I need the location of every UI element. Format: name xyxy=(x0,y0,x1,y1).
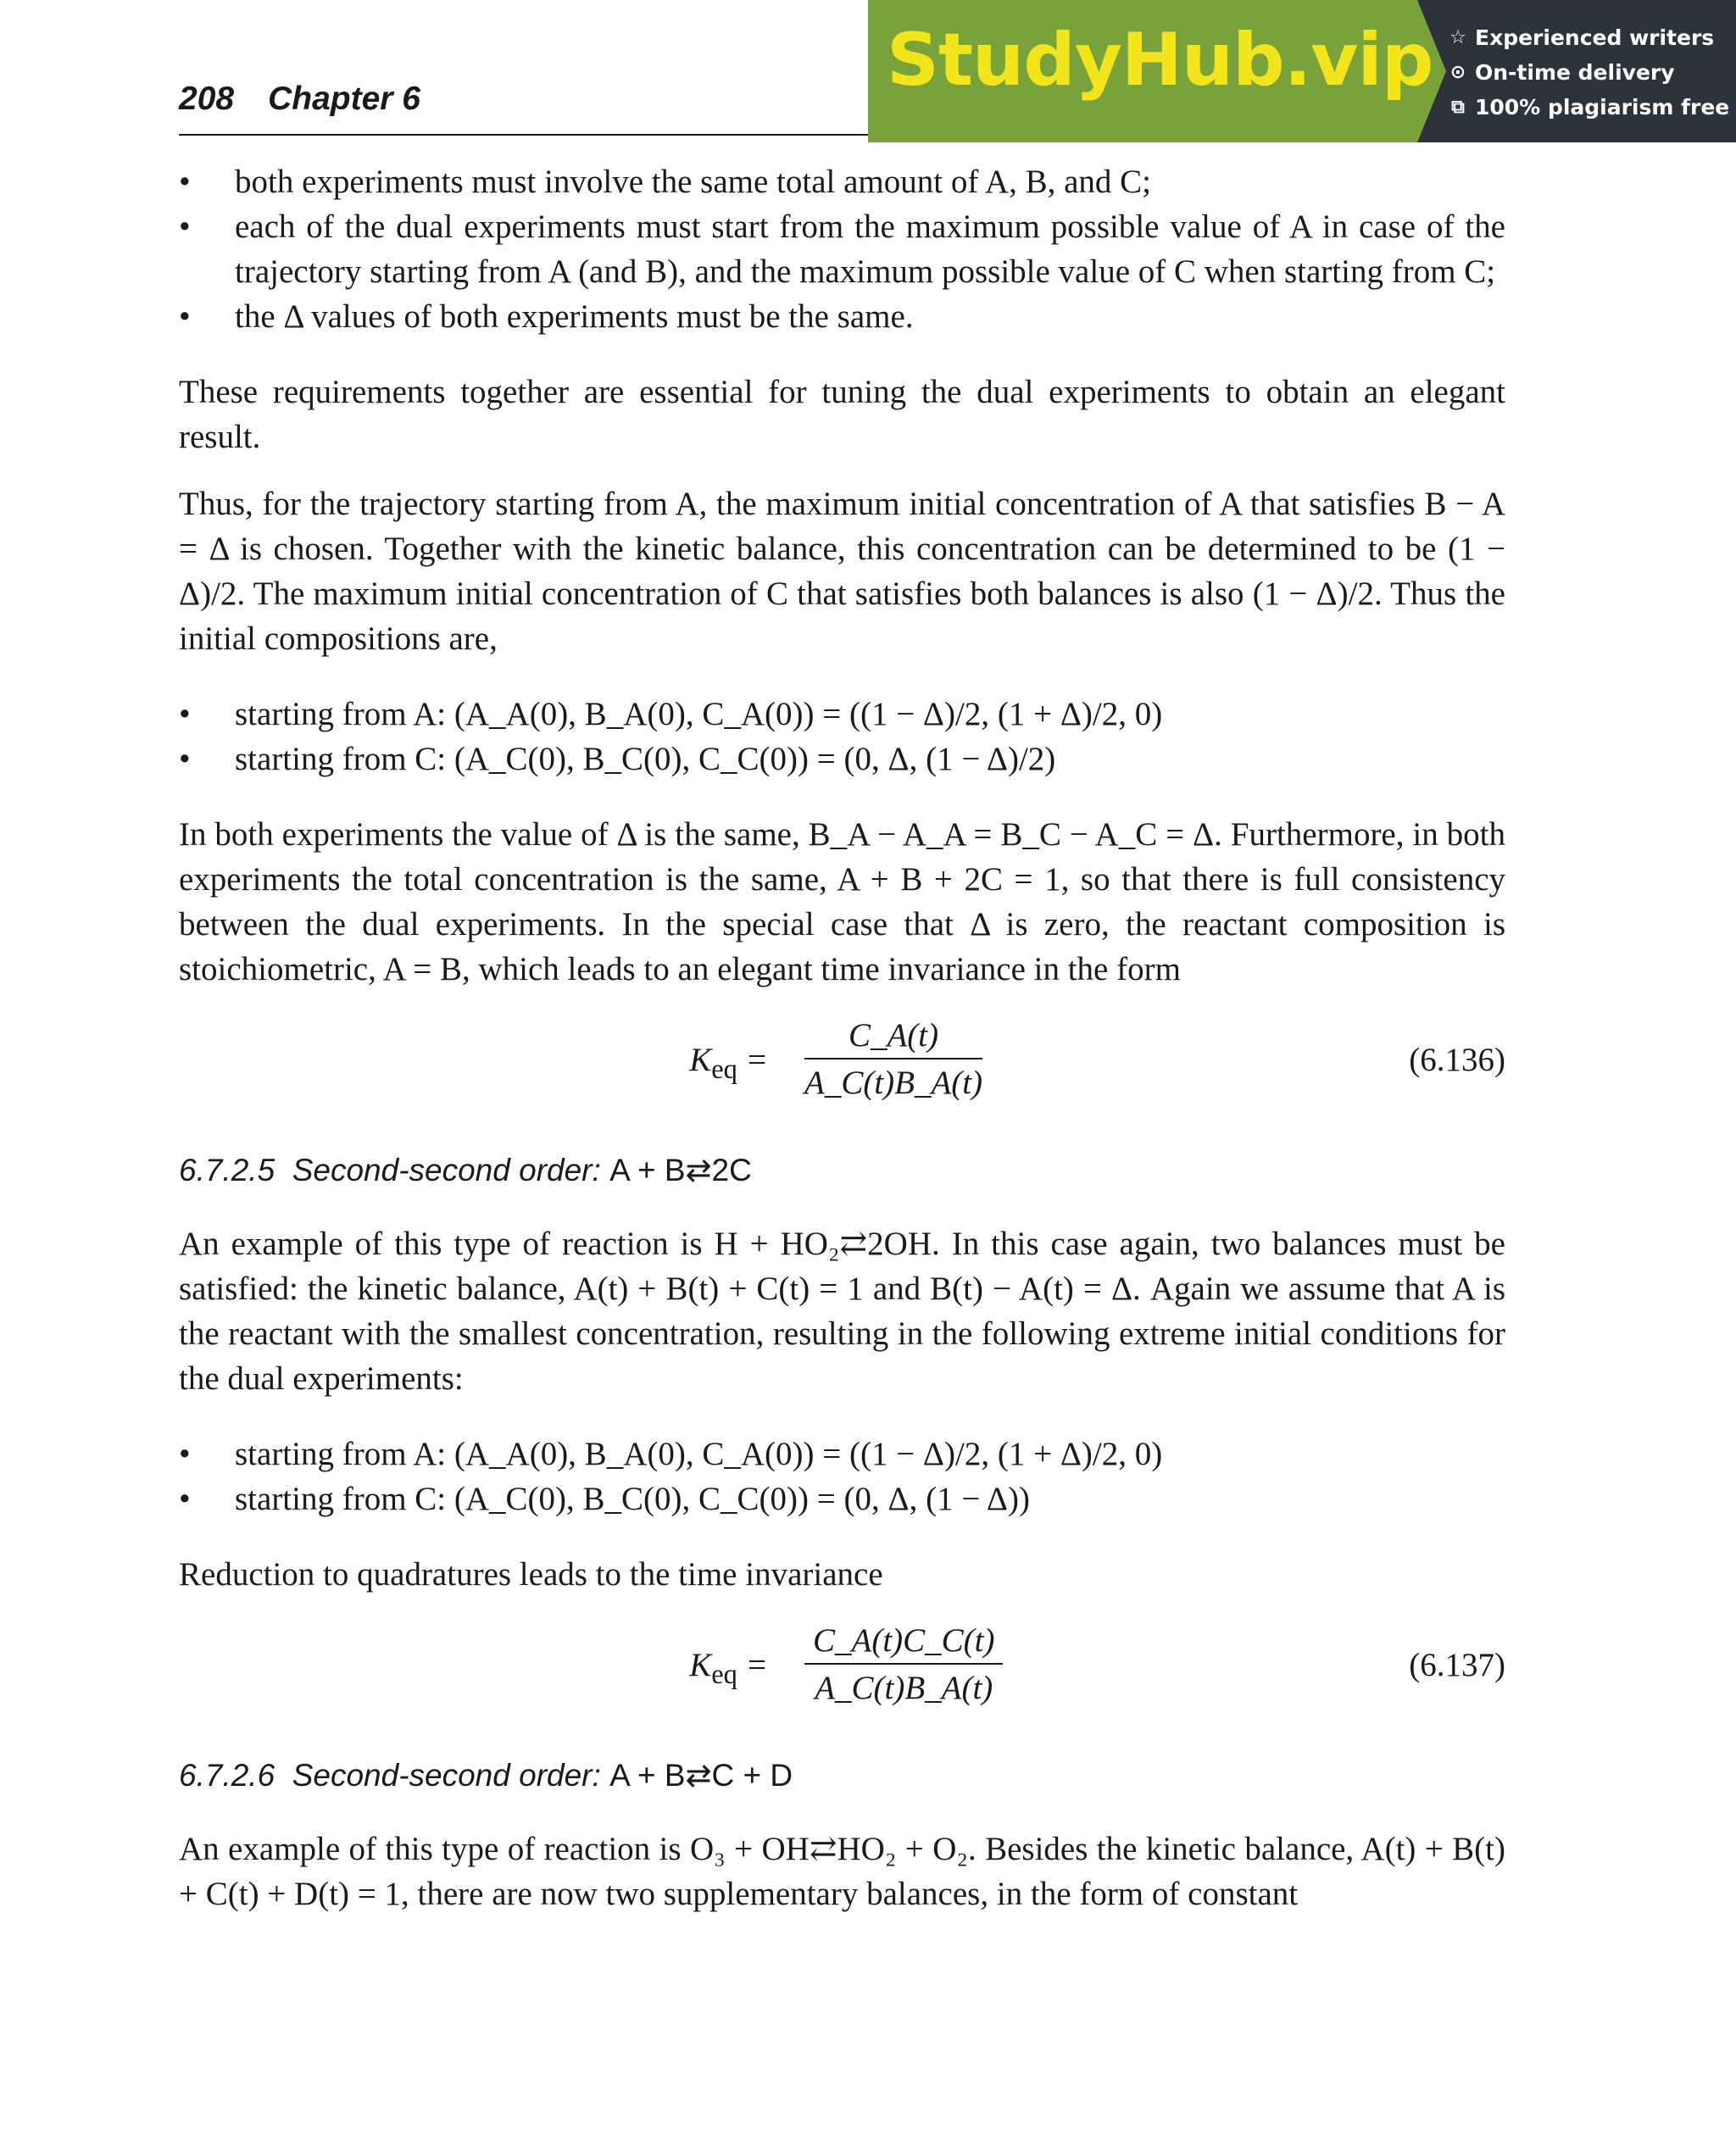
banner-feature-text: Experienced writers xyxy=(1475,25,1715,50)
banner-feature-text: On-time delivery xyxy=(1475,60,1675,85)
star-icon: ☆ xyxy=(1449,27,1466,48)
equation-lhs: $K_{eq}$ = xyxy=(689,1042,768,1085)
list-item: • starting from A: (A_A(0), B_A(0), C_A(0)) = ((1 − Δ)/2, (1 + Δ)/2, 0) xyxy=(179,692,1505,737)
equation-numerator: C_A(t) xyxy=(804,1014,982,1059)
initial-compositions-list xyxy=(179,692,1505,781)
list-item: • starting from A: (A_A(0), B_A(0), C_A(0)) = ((1 − Δ)/2, (1 + Δ)/2, 0) xyxy=(179,1432,1505,1476)
paragraph: An example of this type of reaction is H + HO₂⇄2OH. In this case again, two balances must be satisfied: the kinetic balance, A(t) + B(t) + C(t) = 1 and B(t) − A(t) = Δ. Again we assume that A is the reactant with the smallest concentration, resulting in the following extreme initial conditions for the dual experiments: xyxy=(179,1226,1505,1397)
section-heading: 6.7.2.6 Second-second order: A + B⇄C + D xyxy=(179,1758,793,1793)
banner-feature-text: 100% plagiarism free xyxy=(1475,95,1730,120)
equation-6-136 xyxy=(179,1014,1505,1114)
equation-numerator: C_A(t)C_C(t) xyxy=(804,1619,1003,1665)
equation-denominator: A_C(t)B_A(t) xyxy=(815,1670,993,1706)
requirements-list xyxy=(179,159,1505,339)
list-item: • each of the dual experiments must start from the maximum possible value of A in case of the trajectory starting from A (and B), and the maximum possible value of C when starting from C; xyxy=(179,204,1505,294)
clock-icon: ⊙ xyxy=(1449,62,1466,83)
chapter-title: Chapter 6 xyxy=(268,81,420,117)
equation-denominator: A_C(t)B_A(t) xyxy=(804,1065,983,1101)
extreme-conditions-list xyxy=(179,1432,1505,1521)
list-item: • both experiments must involve the same total amount of A, B, and C; xyxy=(179,159,1505,204)
paragraph: An example of this type of reaction is O₃ + OH⇄HO₂ + O₂. Besides the kinetic balance, A(t) + B(t) + C(t) + D(t) = 1, there are now two supplementary balances, in the form of constant xyxy=(179,1831,1505,1912)
banner-feature-list xyxy=(1448,20,1729,125)
equation-fraction xyxy=(804,1014,982,1107)
equation-lhs: $K_{eq}$ = xyxy=(689,1647,768,1690)
studyhub-banner[interactable] xyxy=(868,0,1736,142)
banner-feature xyxy=(1448,20,1729,55)
copy-icon: ⧉ xyxy=(1451,97,1465,118)
list-item: • starting from C: (A_C(0), B_C(0), C_C(0)) = (0, Δ, (1 − Δ)) xyxy=(179,1476,1505,1521)
running-header xyxy=(179,81,420,118)
equation-fraction xyxy=(804,1619,1003,1712)
banner-logo: StudyHub.vip xyxy=(887,18,1433,103)
equation-6-137 xyxy=(179,1619,1505,1719)
page-number: 208 xyxy=(179,81,235,117)
paragraph: Reduction to quadratures leads to the time invariance xyxy=(179,1556,883,1593)
paragraph: These requirements together are essential for tuning the dual experiments to obtain an elegant result. xyxy=(179,374,1505,455)
paragraph: In both experiments the value of Δ is the same, B_A − A_A = B_C − A_C = Δ. Furthermore, in both experiments the total concentration is the same, A + B + 2C = 1, so that there is full consistency between the dual experiments. In the special case that Δ is zero, the reactant composition is stoichiometric, A = B, which leads to an elegant time invariance in the form xyxy=(179,816,1505,987)
list-item: • starting from C: (A_C(0), B_C(0), C_C(0)) = (0, Δ, (1 − Δ)/2) xyxy=(179,737,1505,781)
list-item: • the Δ values of both experiments must be the same. xyxy=(179,294,1505,339)
page-body xyxy=(179,159,1505,1938)
section-heading: 6.7.2.5 Second-second order: A + B⇄2C xyxy=(179,1153,752,1187)
banner-feature xyxy=(1448,90,1729,125)
equation-number: (6.137) xyxy=(1409,1647,1505,1683)
banner-feature xyxy=(1448,55,1729,90)
equation-number: (6.136) xyxy=(1409,1042,1505,1078)
paragraph: Thus, for the trajectory starting from A, the maximum initial concentration of A that satisfies B − A = Δ is chosen. Together with the kinetic balance, this concentration can be determined to be (1 − Δ)/2. The maximum initial concentration of C that satisfies both balances is also (1 − Δ)/2. Thus the initial compositions are, xyxy=(179,486,1505,657)
